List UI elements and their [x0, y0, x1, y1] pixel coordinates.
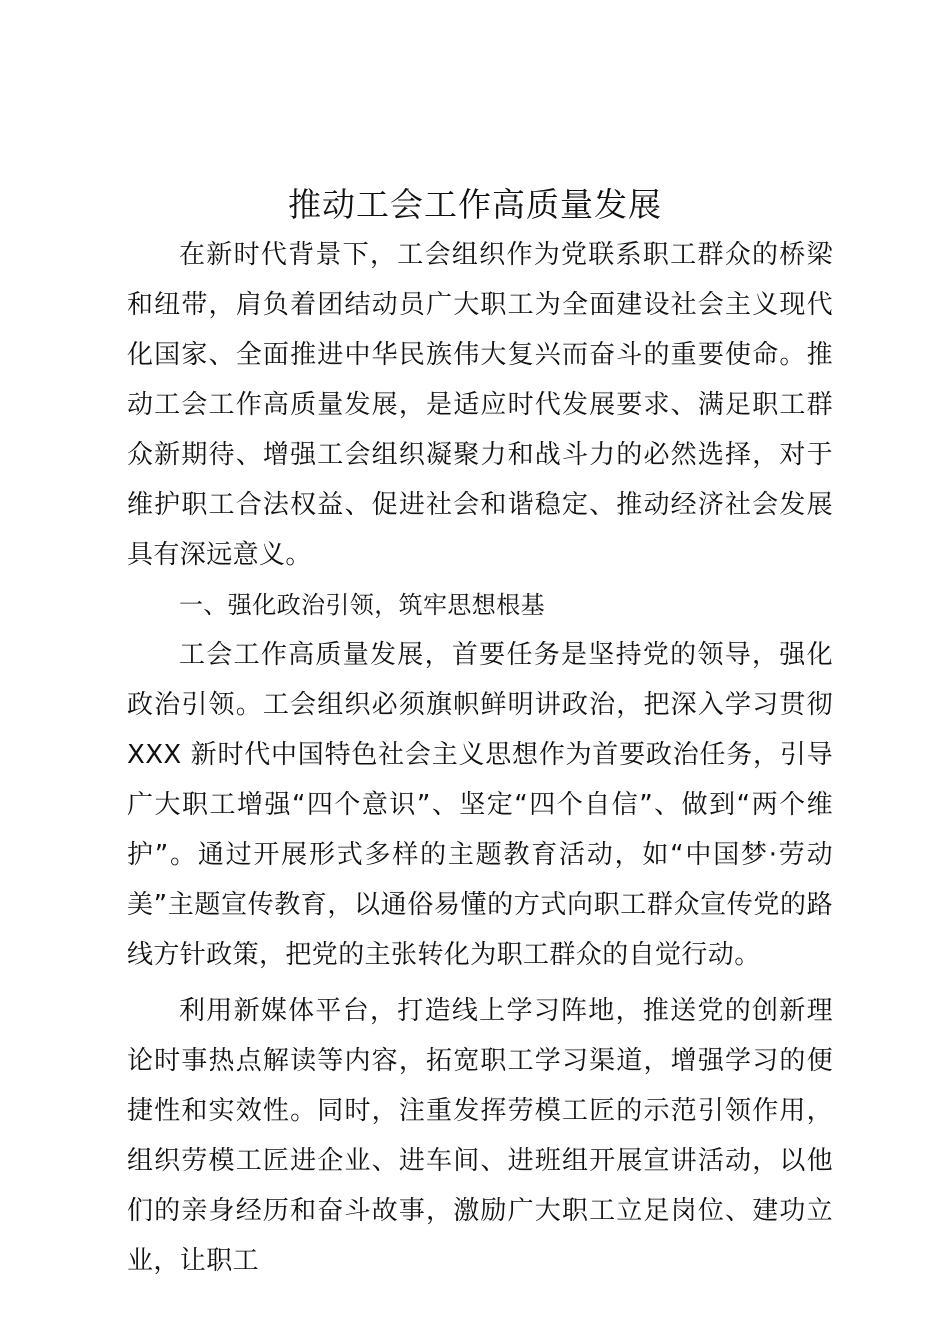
document-title: 推动工会工作高质量发展 [288, 185, 662, 224]
document-body [127, 230, 833, 1286]
section-heading: 一、强化政治引领，筑牢思想根基 [179, 591, 545, 619]
section-paragraph-2: 利用新媒体平台，打造线上学习阵地，推送党的创新理论时事热点解读等内容，拓宽职工学习渠道，增强学习的便捷性和实效性。同时，注重发挥劳模工匠的示范引领作用，组织劳模工匠进企业、进车间、进班组开展宣讲活动，以他们的亲身经历和奋斗故事，激励广大职工立足岗位、建功立业，让职工 [127, 996, 833, 1276]
section-paragraph-1: 工会工作高质量发展，首要任务是坚持党的领导，强化政治引领。工会组织必须旗帜鲜明讲政治，把深入学习贯彻 XXX 新时代中国特色社会主义思想作为首要政治任务，引导广大职工增强“四个意识”、坚定“四个自信”、做到“两个维护”。通过开展形式多样的主题教育活动，如“中国梦·劳动美”主题宣传教育，以通俗易懂的方式向职工群众宣传党的路线方针政策，把党的主张转化为职工群众的自觉行动。 [127, 640, 833, 970]
intro-paragraph: 在新时代背景下，工会组织作为党联系职工群众的桥梁和纽带，肩负着团结动员广大职工为全面建设社会主义现代化国家、全面推进中华民族伟大复兴而奋斗的重要使命。推动工会工作高质量发展，是适应时代发展要求、满足职工群众新期待、增强工会组织凝聚力和战斗力的必然选择，对于维护职工合法权益、促进社会和谐稳定、推动经济社会发展具有深远意义。 [127, 240, 833, 570]
